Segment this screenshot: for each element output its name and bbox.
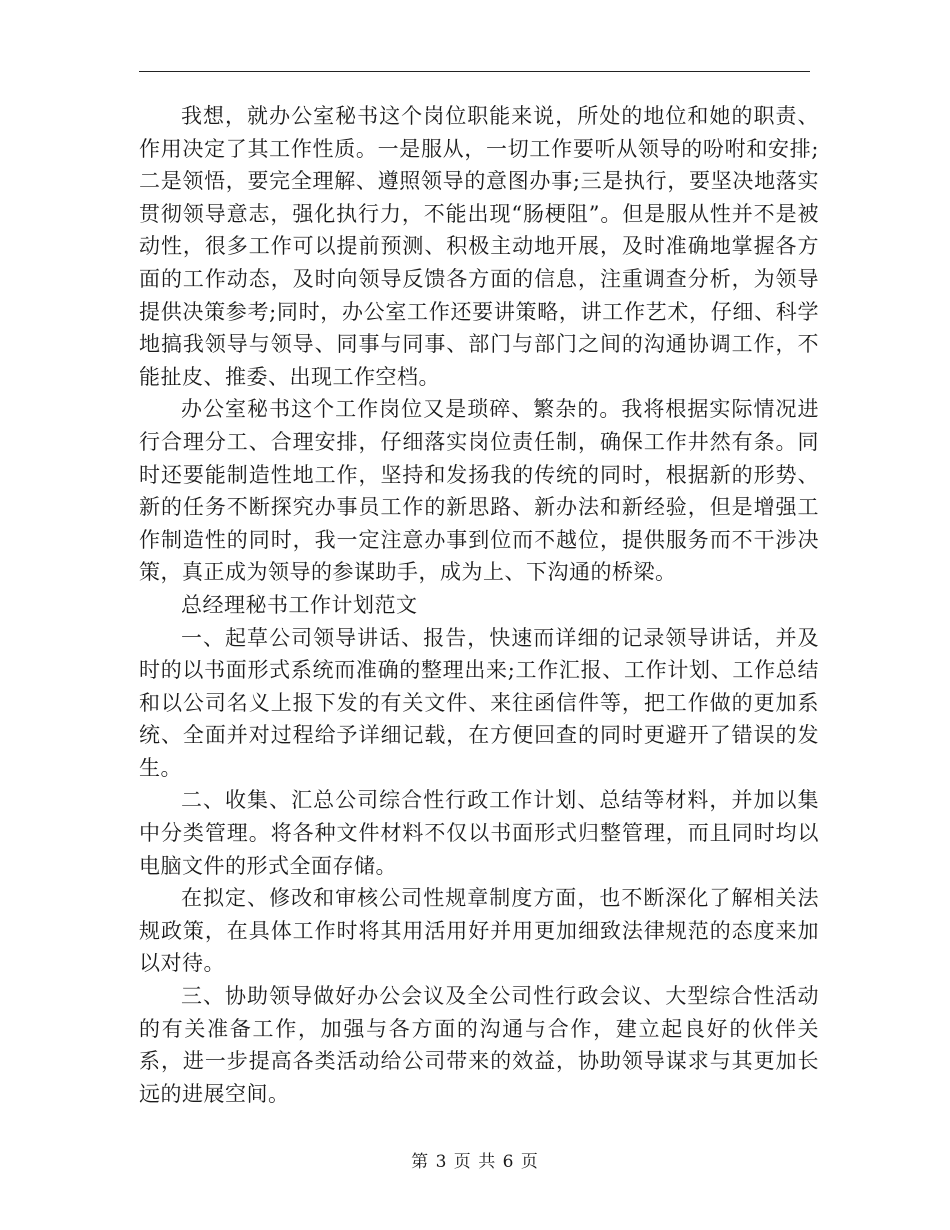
paragraph-item-3: 三、协助领导做好办公会议及全公司性行政会议、大型综合性活动的有关准备工作，加强与各方面的沟通与合作，建立起良好的伙伴关系，进一步提高各类活动给公司带来的效益，协助领导谋求与其更加长远的进展空间。 <box>139 984 819 1106</box>
paragraph-secretary-role: 我想，就办公室秘书这个岗位职能来说，所处的地位和她的职责、作用决定了其工作性质。一是服从，一切工作要听从领导的吩咐和安排;二是领悟，要完全理解、遵照领导的意图办事;三是执行，要坚决地落实贯彻领导意志，强化执行力，不能出现“肠梗阻”。但是服从性并不是被动性，很多工作可以提前预测、积极主动地开展，及时准确地掌握各方面的工作动态，及时向领导反馈各方面的信息，注重调查分析，为领导提供决策参考;同时，办公室工作还要讲策略，讲工作艺术，仔细、科学地搞我领导与领导、同事与同事、部门与部门之间的沟通协调工作，不能扯皮、推委、出现工作空档。 <box>139 104 819 389</box>
paragraph-regulations: 在拟定、修改和审核公司性规章制度方面，也不断深化了解相关法规政策，在具体工作时将其用活用好并用更加细致法律规范的态度来加以对待。 <box>139 886 819 976</box>
page-number: 第 3 页 共 6 页 <box>411 1152 539 1172</box>
paragraph-item-1: 一、起草公司领导讲话、报告，快速而详细的记录领导讲话，并及时的以书面形式系统而准确的整理出来;工作汇报、工作计划、工作总结和以公司名义上报下发的有关文件、来往函信件等，把工作做的更加系统、全面并对过程给予详细记载，在方便回查的同时更避开了错误的发生。 <box>139 625 819 780</box>
paragraph-secretary-duties: 办公室秘书这个工作岗位又是琐碎、繁杂的。我将根据实际情况进行合理分工、合理安排，仔细落实岗位责任制，确保工作井然有条。同时还要能制造性地工作，坚持和发扬我的传统的同时，根据新的形势、新的任务不断探究办事员工作的新思路、新办法和新经验，但是增强工作制造性的同时，我一定注意办事到位而不越位，提供服务而不干涉决策，真正成为领导的参谋助手，成为上、下沟通的桥梁。 <box>139 397 819 585</box>
header-rule <box>139 71 810 72</box>
section-heading: 总经理秘书工作计划范文 <box>181 592 418 617</box>
paragraph-item-2: 二、收集、汇总公司综合性行政工作计划、总结等材料，并加以集中分类管理。将各种文件材料不仅以书面形式归整管理，而且同时均以电脑文件的形式全面存储。 <box>139 788 819 878</box>
document-body <box>139 100 819 1110</box>
